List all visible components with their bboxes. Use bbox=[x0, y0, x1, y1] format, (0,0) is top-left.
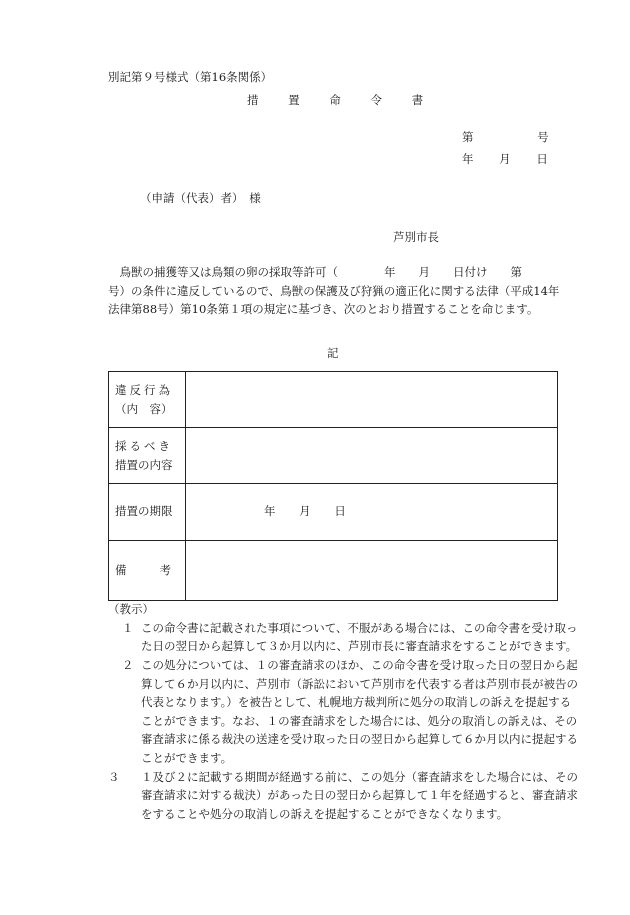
intro-line: 号）の条件に違反しているので、鳥獣の保護及び狩猟の適正化に関する法律（平成14年 bbox=[108, 283, 560, 298]
title-char: 置 bbox=[288, 93, 300, 107]
label-line: （内 容） bbox=[115, 401, 173, 416]
instruction-text: この命令書に記載された事項について、不服がある場合には、この命令書を受け取った日の翌日から起算して３か月以内に、芦別市長に審査請求をすることができます。 bbox=[141, 620, 578, 654]
issuer: 芦別市長 bbox=[393, 230, 439, 244]
instruction-number: １ bbox=[122, 620, 134, 635]
title-char: 令 bbox=[370, 93, 382, 107]
instruction-number: ２ bbox=[122, 657, 134, 672]
instructions-heading: （教示） bbox=[108, 602, 154, 616]
label-line: 違反行為 bbox=[115, 383, 173, 398]
date-month: 月 bbox=[499, 152, 511, 166]
remarks-cell[interactable] bbox=[186, 541, 558, 601]
table-row bbox=[109, 428, 558, 484]
title-char: 命 bbox=[329, 93, 341, 107]
document-number bbox=[462, 130, 549, 146]
instruction-item bbox=[108, 619, 578, 656]
form-header: 別記第９号様式（第16条関係） bbox=[108, 70, 273, 84]
row-label bbox=[109, 428, 186, 484]
label-line: 措置の内容 bbox=[115, 457, 173, 472]
deadline-day: 日 bbox=[334, 504, 346, 519]
label-line: 採るべき bbox=[115, 439, 173, 454]
instruction-item bbox=[94, 768, 578, 824]
row-label bbox=[109, 541, 186, 601]
date-year: 年 bbox=[462, 152, 474, 166]
intro-line: 鳥獣の捕獲等又は鳥類の卵の採取等許可（ 年 月 日付け 第 bbox=[108, 265, 522, 279]
table-row bbox=[109, 372, 558, 428]
instruction-number: ３ bbox=[108, 769, 120, 784]
deadline-cell[interactable] bbox=[186, 484, 558, 541]
row-label: 措置の期限 bbox=[109, 484, 186, 541]
instruction-text: この処分については、１の審査請求のほか、この命令書を受け取った日の翌日から起算して６か月以内に、芦別市（訴訟において芦別市を代表する者は芦別市長が被告の代表となります。）を被告として、札幌地方裁判所に処分の取消しの訴えを提起することができます。なお、１の審査請求をした場合には、処分の取消しの訴えは、その審査請求に係る裁決の送達を受け取った日の翌日から起算して６か月以内に提起することができます。 bbox=[141, 657, 578, 765]
table-row bbox=[109, 484, 558, 541]
document-date bbox=[462, 152, 548, 168]
date-day: 日 bbox=[536, 152, 548, 166]
title-char: 書 bbox=[411, 93, 424, 107]
label-char: 考 bbox=[159, 562, 171, 577]
intro-line: 法律第88号）第10条第１項の規定に基づき、次のとおり措置することを命じます。 bbox=[108, 302, 539, 317]
title-char: 措 bbox=[247, 93, 259, 107]
instructions-section bbox=[108, 600, 578, 824]
measure-content-cell[interactable] bbox=[186, 428, 558, 484]
intro-paragraph bbox=[108, 263, 560, 319]
deadline-month: 月 bbox=[299, 504, 311, 519]
addressee: （申請（代表）者） 様 bbox=[140, 191, 261, 205]
number-prefix: 第 bbox=[462, 130, 474, 144]
row-label bbox=[109, 372, 186, 428]
remarks-label bbox=[115, 563, 171, 579]
ki-heading: 記 bbox=[327, 346, 339, 360]
label-char: 備 bbox=[115, 562, 127, 577]
instruction-text: １及び２に記載する期間が経過する前に、この処分（審査請求をした場合には、その審査請求に対する裁決）があった日の翌日から起算して１年を経過すると、審査請求をすることや処分の取消しの訴えを提起することができなくなります。 bbox=[141, 769, 578, 821]
table-row bbox=[109, 541, 558, 601]
record-table bbox=[108, 371, 558, 601]
document-title bbox=[247, 93, 423, 109]
deadline-date bbox=[186, 504, 557, 520]
violation-content-cell[interactable] bbox=[186, 372, 558, 428]
instruction-item bbox=[108, 656, 578, 768]
deadline-year: 年 bbox=[264, 504, 276, 519]
number-suffix: 号 bbox=[537, 130, 549, 144]
